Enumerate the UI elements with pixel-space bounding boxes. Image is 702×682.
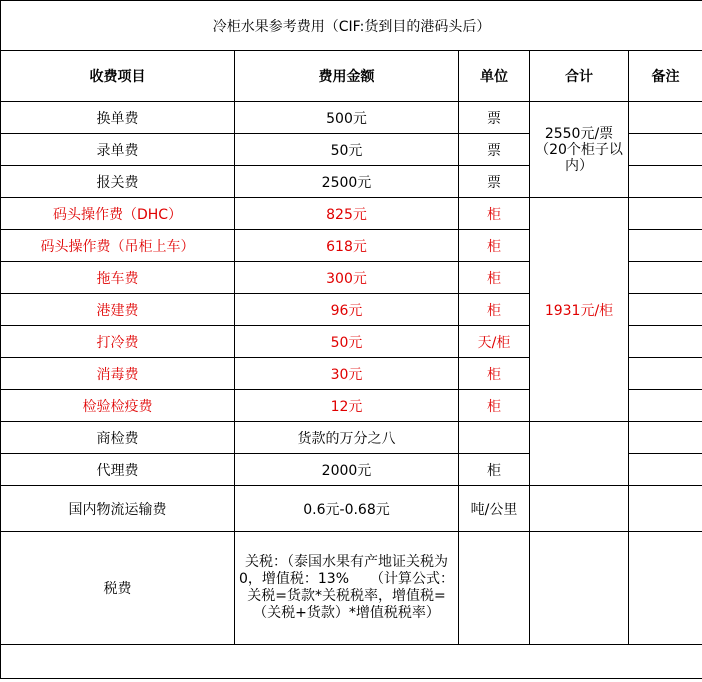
row-amount: 825元 <box>235 198 459 230</box>
row-total <box>530 486 629 532</box>
row-unit <box>459 422 530 454</box>
row-note <box>629 166 702 198</box>
row-amount: 500元 <box>235 102 459 134</box>
row-amount: 0.6元-0.68元 <box>235 486 459 532</box>
row-amount: 50元 <box>235 134 459 166</box>
row-item: 税费 <box>1 532 235 645</box>
row-note <box>629 454 702 486</box>
row-amount: 96元 <box>235 294 459 326</box>
row-total <box>530 532 629 645</box>
row-item: 打冷费 <box>1 326 235 358</box>
row-note <box>629 486 702 532</box>
row-item: 商检费 <box>1 422 235 454</box>
header-total: 合计 <box>530 51 629 102</box>
row-unit: 票 <box>459 134 530 166</box>
table-title: 冷柜水果参考费用（CIF:货到目的港码头后） <box>1 1 702 51</box>
tax-formula: 关税：（泰国水果有产地证关税为0，增值税：13% （计算公式：关税=货款*关税税率，增值税=（关税+货款）*增值税税率） <box>235 532 459 645</box>
table-row <box>1 532 702 645</box>
header-note: 备注 <box>629 51 702 102</box>
row-item: 检验检疫费 <box>1 390 235 422</box>
row-note <box>629 134 702 166</box>
row-unit: 柜 <box>459 294 530 326</box>
row-note <box>629 102 702 134</box>
row-note <box>629 390 702 422</box>
row-note <box>629 532 702 645</box>
row-note <box>629 358 702 390</box>
row-item: 拖车费 <box>1 262 235 294</box>
row-amount: 300元 <box>235 262 459 294</box>
row-amount: 30元 <box>235 358 459 390</box>
row-amount: 2500元 <box>235 166 459 198</box>
row-note <box>629 198 702 230</box>
row-unit: 柜 <box>459 358 530 390</box>
row-unit: 票 <box>459 102 530 134</box>
row-unit: 柜 <box>459 230 530 262</box>
row-note <box>629 230 702 262</box>
row-item: 录单费 <box>1 134 235 166</box>
row-note <box>629 294 702 326</box>
table-row <box>1 198 702 230</box>
table-row <box>1 422 702 454</box>
row-item: 码头操作费（吊柜上车） <box>1 230 235 262</box>
row-amount: 货款的万分之八 <box>235 422 459 454</box>
row-amount: 2000元 <box>235 454 459 486</box>
row-item: 国内物流运输费 <box>1 486 235 532</box>
table-row <box>1 486 702 532</box>
row-unit: 柜 <box>459 262 530 294</box>
table-row <box>1 102 702 134</box>
header-amount: 费用金额 <box>235 51 459 102</box>
row-item: 换单费 <box>1 102 235 134</box>
row-note <box>629 422 702 454</box>
row-item: 报关费 <box>1 166 235 198</box>
row-item: 消毒费 <box>1 358 235 390</box>
row-unit: 柜 <box>459 198 530 230</box>
row-total <box>530 422 629 486</box>
row-unit <box>459 532 530 645</box>
row-unit: 天/柜 <box>459 326 530 358</box>
row-unit: 票 <box>459 166 530 198</box>
row-item: 码头操作费（DHC） <box>1 198 235 230</box>
row-unit: 柜 <box>459 390 530 422</box>
row-amount: 618元 <box>235 230 459 262</box>
header-item: 收费项目 <box>1 51 235 102</box>
row-amount: 12元 <box>235 390 459 422</box>
row-item: 港建费 <box>1 294 235 326</box>
row-unit: 柜 <box>459 454 530 486</box>
total-per-container: 1931元/柜 <box>530 198 629 422</box>
empty-footer-row <box>1 645 702 679</box>
table-row <box>1 645 702 679</box>
total-per-ticket: 2550元/票（20个柜子以内） <box>530 102 629 198</box>
row-item: 代理费 <box>1 454 235 486</box>
header-unit: 单位 <box>459 51 530 102</box>
row-note <box>629 326 702 358</box>
row-amount: 50元 <box>235 326 459 358</box>
row-unit: 吨/公里 <box>459 486 530 532</box>
row-note <box>629 262 702 294</box>
